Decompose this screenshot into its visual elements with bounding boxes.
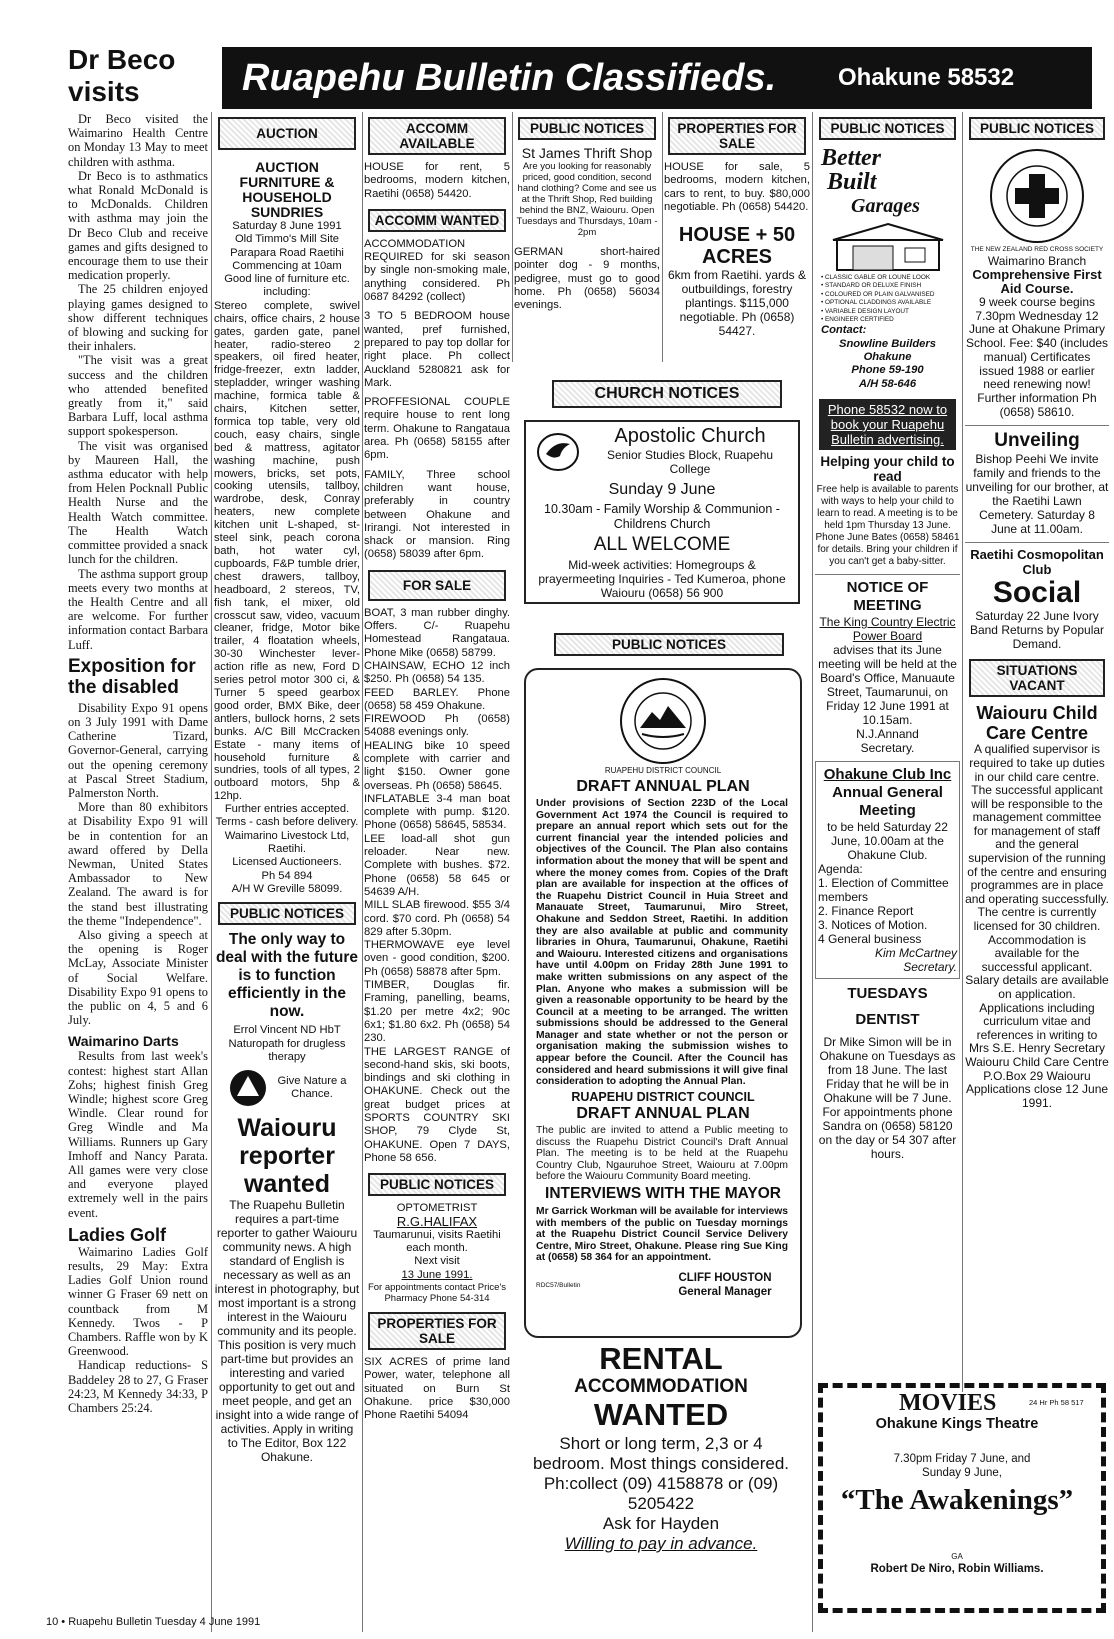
rental-title: RENTAL [599,1341,723,1376]
movies-phone: 24 Hr Ph 58 517 [1029,1398,1084,1407]
movie-cast: Robert De Niro, Robin Williams. [870,1563,1044,1575]
church-ad [524,420,800,604]
red-cross-branch: Waimarino Branch [987,254,1087,268]
accomm-wanted-ad: 3 TO 5 BEDROOM house wanted, pref furnished, prepared to pay top dollar for right place. Ph collect Auckland 5280821 ask for Mark. [364,310,510,389]
beco-headline: Dr Beco visits [68,44,176,107]
nature-logo-icon [228,1068,268,1108]
better-built-line: Better [821,145,881,171]
meeting-signatory: N.J.Annand [856,726,919,741]
thrift-shop-title: St James Thrift Shop [521,145,653,161]
give-nature-slogan: Give Nature a Chance. [277,1074,347,1101]
club-signatory-title: Secretary. [903,959,957,974]
darts-headline: Waimarino Darts [68,1033,179,1050]
for-sale-ad: INFLATABLE 3-4 man boat complete with pump. $120. Phone (0658) 58645, 58534. [364,792,510,832]
first-aid-title: Comprehensive First Aid Course. [972,267,1102,296]
dentist-body: Dr Mike Simon will be in Ohakune on Tuesdays as from 18 June. The last Friday that he will be in Ohakune will be 7 June. For appointments phone Sandra on (0658) 58120 on the day or 54 307 after hours. [818,1034,957,1161]
for-sale-ad: BOAT, 3 man rubber dinghy. Offers. C/- Ruapehu Homestead Rangataua. Phone Mike (0658) 58799. [364,606,510,659]
expo-headline: Exposition for the disabled [68,655,196,698]
public-notices-header: PUBLIC NOTICES [368,1173,506,1196]
for-sale-ad: MILL SLAB firewood. $55 3/4 cord. $70 cord. Ph (0658) 54 829 after 5.30pm. [364,899,510,938]
club-agm: Annual General Meeting [832,783,943,819]
column-rule [362,112,363,1632]
news-column [68,44,208,1614]
expo-paragraph: More than 80 exhibitors at Disability Expo 91 will be in contention for an award offered by Della Newman, United States Ambassador to New Zealand. The award is for the stand best illustrating the theme "Independence". [68,800,208,928]
property-ad: SIX ACRES of prime land Power, water, telephone all situated on Burn St Ohakune. price $30,000 Phone Raetihi 54094 [364,1355,510,1422]
dentist-day: TUESDAYS [847,984,928,1002]
auction-after-hours: A/H W Greville 58099. [231,882,343,895]
beco-paragraph: Dr Beco is to asthmatics what Ronald McDonald is to McDonalds. Children with asthma may join the Dr Beco Club and receive games and gifts designed to encourage them to use their medication properly. [68,168,208,283]
club-title: Ohakune Club Inc [823,765,952,783]
agenda-item: 4 General business [818,931,922,946]
auction-firm: Waimarino Livestock Ltd, Raetihi. [224,829,350,856]
feature-item: • COLOURED OR PLAIN GALVANISED [821,290,935,298]
better-built-title [821,146,954,218]
accomm-available-header: ACCOMM AVAILABLE [368,117,506,155]
naturopath-desc: Naturopath for drugless therapy [228,1037,346,1063]
expo-paragraph: Also giving a speech at the opening is Roger McLay, Associate Minister of Social Welfare. Disability Expo 91 opens to the public on 4, 5 and 6 July. [68,927,208,1028]
meeting-notice-body: advises that its June meeting will be held at the Board's Office, Manuaute Street, Taumarunui, on Friday 12 June 1991 at 10.15am. [818,642,957,727]
rental-wanted: WANTED [593,1397,729,1432]
for-sale-ad: THE LARGEST RANGE of second-hand skis, ski boots, bindings and ski clothing in OHAKUNE. Check out the great budget prices at SPORTS COUNTRY SKI SHOP, 79 Clyde St, OHAKUNE. Open 7 DAYS, Phone 58 656. [364,1045,510,1164]
auction-section-header: AUCTION [218,117,356,150]
house-ad: HOUSE for sale, 5 bedrooms, modern kitchen, cars to rent, to buy. $80,000 negotiable. Ph (0658) 54420. [664,161,810,213]
church-service: 10.30am - Family Worship & Communion - Childrens Church [544,502,780,531]
page-footer: 10 • Ruapehu Bulletin Tuesday 4 June 1991 [46,1616,261,1628]
reporter-body: The Ruapehu Bulletin requires a part-time reporter to gather Waiouru community news. A high standard of English is necessary as well as an interest in photography, but most important is a strong interest in the Waiouru community and its people. This position is very much part-time but provides an interesting and varied opportunity to get out and meet people, and get an insight into a wide range of activities. Apply in writing to The Editor, Box 122 Ohakune. [214,1198,360,1465]
meeting-notice-title: NOTICE OF MEETING [846,578,929,614]
garage-after-hours: A/H 58-646 [858,377,917,390]
auction-date: Saturday 8 June 1991 [232,220,342,232]
agenda-item: 1. Election of Committee members [818,875,949,904]
for-sale-ad: FEED BARLEY. Phone (0658) 58 459 Ohakune. [364,686,510,712]
for-sale-ad: THERMOWAVE eye level oven - good condition, $200. Ph (0658) 58878 after 5pm. [364,939,510,978]
church-welcome: ALL WELCOME [593,534,731,555]
masthead-title: Ruapehu Bulletin Classifieds. [242,57,777,99]
garage-features [821,274,954,324]
club-agenda [818,876,957,946]
agenda-item: 3. Notices of Motion. [818,917,928,932]
auction-list: Stereo complete, swivel chairs, office chairs, 2 house gates, garden gate, panel heater, radio-stereo 2 speakers, oil fired heater, fridge-freezer, extn ladder, stepladder, wringer washing machine, formica table & chairs, Kitchen setter, formica top table, very old couch, easy chairs, single bed & mattress, agitator washing machine, push mowers, bricks, set pots, cooking utensils, tallboy, wardrobe, desk, Conray heaters, new complete kitchen unit L-shaped, st-steel sink, peach corona bath, hot water cyl, cupboards, F&P tumble drier, chest drawers, tallboy, headboard, 2 stereos, TV, fish tank, el mixer, old crosscut saw, video, vacuum cleaner, fridge, Motor bike trailer, 4 floatation wheels, 30-30 Winchester lever-action rifle as new, Ford D series petrol motor 300 ci, & Turner 5 speed gearbox good order, BMX Bike, deer antlers, bullock horns, 2 sets bunks. A/C Bill McCracken Estate - many items of household furniture & sundries, tools of all types, 2 outboard motors, 5hp & 12hp. [214,299,360,803]
mayor-interviews-body: Mr Garrick Workman will be available for interviews with members of the public on Tuesday mornings at the Ruapehu District Council Service Delivery Centre, Miro Street, Ohakune. Please ring Sue King at (0658) 58 364 for an appointment. [536,1206,788,1264]
council-seal-text: RUAPEHU DISTRICT COUNCIL [604,766,722,775]
situations-vacant-header: SITUATIONS VACANT [969,659,1105,697]
garage-phone: Phone 59-190 [851,364,924,377]
garage-contact-label: Contact: [821,324,867,337]
classified-column-3 [364,115,510,1615]
movie-title: “The Awakenings” [840,1484,1074,1516]
better-built-line: Garages [851,195,920,217]
movie-rating: GA [951,1552,963,1561]
properties-for-sale-header: PROPERTIES FOR SALE [368,1312,506,1350]
column-rule [662,112,663,362]
rental-ask: Ask for Hayden [602,1514,720,1533]
optometrist-next: Next visit [414,1255,460,1268]
movies-ad [818,1383,1106,1613]
signatory-title: General Manager [678,1286,772,1298]
naturopath-quote: The only way to deal with the future is to function efficiently in the now. [215,931,359,1021]
social-body: Saturday 22 June Ivory Band Returns by Popular Demand. [969,609,1105,652]
draft-plan-body: Under provisions of Section 223D of the Local Government Act 1974 the Council is required to prepare an annual report which sets out for the current financial year the intended policies and objectives of the Council. The Plan also contains information about the money that will be spent and where the money comes from. Copies of the Draft plan are available for inspection at the offices of the Ruapehu District Council in Huia Street and Manauate Street, Taumarunui, Miro Street, Ohakune and Seddon Street, Raetihi. In addition they are also available at public and community libraries in Ohura, Taumarunui, Ohakune, Raetihi and Waiouru. Interested citizens and organisations have until 4.00pm on Friday 28th June 1991 to make written submissions on any aspect of the Plan. Anyone who makes a submission will be given a reasonable opportunity to be heard by the Council at a meeting to be arranged. The written submissions should be addressed to the General Manager and state whether or not the person or organisation making the submission wishes to appear before the Council. After the Council has considered and heard submissions it will give final consideration to adopting the Annual Plan. [536,798,788,1088]
optometrist-contact: For appointments contact Price's Pharmacy Phone 54-314 [367,1281,507,1304]
dentist-title: DENTIST [855,1010,920,1028]
for-sale-header: FOR SALE [368,570,506,601]
auction-licensed: Licensed Auctioneers. [232,856,342,869]
power-board-name: The King Country Electric Power Board [819,614,956,643]
public-notices-header: PUBLIC NOTICES [819,117,956,140]
public-notices-header: PUBLIC NOTICES [554,633,784,656]
reading-help-body: Free help is available to parents with ways to help your child to learn to read. A meeting is to be held 1pm Thursday 13 June. Phone June Bates (0658) 58461 for details. Bring your children if you can't get a baby-sitter. [815,483,960,567]
garage-icon [823,220,953,272]
beco-paragraph: The visit was organised by Maureen Hall, the asthma educator with help from Helen Pocknall Public Health Nurse and the Health Watch committee. The Health Watch committee provided a snack lunch for the children. [68,438,208,567]
for-sale-ad: CHAINSAW, ECHO 12 inch $250. Ph (0658) 54 135. [364,659,510,686]
reporter-title: Waiouru reporter wanted [237,1114,337,1199]
auction-phone: Ph 54 894 [261,869,313,882]
rental-body: Short or long term, 2,3 or 4 bedroom. Most things considered. Ph:collect (09) 4158878 or (09) 5205422 [532,1434,790,1513]
club-agenda-label: Agenda: [818,861,863,876]
for-sale-ad: TIMBER, Douglas fir. Framing, panelling, beams, $1.20 per metre 4x2; 90c 6x1; $1.80 6x2. Ph (0658) 54 230. [364,979,510,1045]
feature-item: • STANDARD OR DELUXE FINISH [821,282,922,290]
agenda-item: 2. Finance Report [818,903,914,918]
feature-item: • VARIABLE DESIGN LAYOUT [821,307,909,315]
better-built-line: Built [827,169,877,195]
signatory-name: CLIFF HOUSTON [678,1272,772,1284]
mayor-interviews-title: INTERVIEWS WITH THE MAYOR [545,1185,781,1202]
church-place: Senior Studies Block, Ruapehu College [606,448,774,476]
meeting-signatory-title: Secretary. [860,740,915,755]
darts-paragraph: Results from last week's contest: highest start Allan Zohs; highest finish Greg Windle; highest score Greg Windle. Clear round for Greg Windle and Ma Williams. Runners up Gary Imhoff and Nancy Parata. All games were very close and everyone played extremely well in the pairs event. [68,1049,208,1220]
for-sale-ad: FIREWOOD Ph (0658) 54088 evenings only. [364,713,510,739]
acres-title: HOUSE + 50 ACRES [678,224,796,269]
masthead-phone: Ohakune 58532 [838,64,1015,91]
red-cross-text: THE NEW ZEALAND RED CROSS SOCIETY [970,246,1104,253]
optometrist-date: 13 June 1991. [401,1268,473,1281]
classified-column-7 [965,115,1109,1390]
auction-place: Old Timmo's Mill Site Parapara Road Raetihi [230,233,344,259]
church-day: Sunday 9 June [608,481,716,498]
church-notices-header: CHURCH NOTICES [552,380,782,408]
advertising-promo: Phone 58532 now to book your Ruapehu Bulletin advertising. [819,399,956,450]
classified-column-6 [815,115,960,1385]
thrift-shop-body: Are you looking for reasonably priced, good condition, second hand clothing? Come and see us at the Thrift Shop, Red building behind the BNZ, Waiouru. Open Tuesdays and Thursdays, 10am - 2pm [516,161,658,238]
auction-intro: Good line of furniture etc. including: [224,273,350,299]
council-notice [524,668,802,1338]
rental-subtitle: ACCOMMODATION [574,1376,748,1397]
classified-column-5 [664,115,810,365]
cosmopolitan-club: Raetihi Cosmopolitan Club [970,547,1104,578]
column-rule [962,112,963,1392]
rental-pay: Willing to pay in advance. [564,1534,758,1553]
draft-plan-title-2: DRAFT ANNUAL PLAN [576,1105,750,1122]
unveiling-title: Unveiling [994,430,1080,452]
accomm-wanted-header: ACCOMM WANTED [368,209,506,232]
beco-paragraph: Dr Beco visited the Waimarino Health Centre on Monday 13 May to meet children with asthma. [68,112,208,169]
properties-for-sale-header: PROPERTIES FOR SALE [668,117,806,155]
optometrist-name: R.G.HALIFAX [396,1214,478,1230]
naturopath-name: Errol Vincent ND HbT [233,1024,341,1037]
dove-icon [534,430,582,474]
reading-help-title: Helping your child to read [820,453,955,484]
optometrist-label: OPTOMETRIST [396,1202,478,1215]
movie-times: 7.30pm Friday 7 June, and Sunday 9 June, [893,1453,1031,1479]
column-rule [812,112,813,1632]
beco-paragraph: "The visit was a great success and the children who attended benefited greatly from it," said Barbara Luff, local asthma support spokesperson. [68,353,208,439]
council-name: RUAPEHU DISTRICT COUNCIL [571,1090,755,1104]
for-sale-ad: LEE load-all shot gun reloader. Near new. Complete with bushes. $72. Phone (0658) 58 645 or 54639 A/H. [364,832,510,898]
beco-paragraph: The asthma support group meets every two months at the Health Centre and all are welcome. For further information contact Barbara Luff. [68,566,208,652]
auction-title: AUCTION FURNITURE & HOUSEHOLD SUNDRIES [239,159,335,220]
column-rule [512,112,513,362]
child-care-title: Waiouru Child Care Centre [976,703,1098,744]
accomm-wanted-ad: ACCOMMODATION REQUIRED for ski season by single non-smoking male, anything considered. Ph 0687 84292 (collect) [364,237,510,304]
council-seal-icon [618,676,708,766]
public-notices-header: PUBLIC NOTICES [518,117,656,140]
first-aid-body: 9 week course begins 7.30pm Wednesday 12 June at Ohakune Primary School. Fee: $40 (includes manual) Certificates issued 1988 or earlier need renewing now! Further information Ph (0658) 58610. [965,295,1109,419]
accomm-available-ad: HOUSE for rent, 5 bedrooms, modern kitchen, Raetihi (0658) 54420. [364,161,510,200]
public-notices-header: PUBLIC NOTICES [218,902,356,925]
public-meeting-body: The public are invited to attend a Public meeting to discuss the Ruapehu District Council's Draft Annual Plan. The meeting is to be held at the Ruapehu Country Club, Ngauruhoe Street, Waiouru at 7.00pm before the Waiouru Community Board meeting. [536,1125,788,1183]
church-midweek: Mid-week activities: Homegroups & prayermeeting Inquiries - Ted Kumeroa, phone Waiouru (0658) 56 900 [538,558,786,600]
child-care-body: A qualified supervisor is required to take up duties in our child care centre. The successful applicant will be responsible to the management committee for management of staff and the general supervision of the running of the centre and ensuring programmes are in place and operating successfully. The centre is currently licensed for 30 children. Accommodation is available for the successful applicant. Salary details are available on application. Applications including curriculum vitae and references in writing to Mrs S.E. Henry Secretary Waiouru Child Care Centre P.O.Box 29 Waiouru Applications close 12 June 1991. [965,742,1109,1110]
golf-headline: Ladies Golf [68,1224,167,1245]
dog-ad: GERMAN short-haired pointer dog - 9 months, pedigree, must go to good home. Ph (0658) 56034 evenings. [514,246,660,312]
beco-paragraph: The 25 children enjoyed playing games designed to show different techniques of blowing and sucking for their inhalers. [68,282,208,354]
auction-time: Commencing at 10am [232,259,342,272]
expo-paragraph: Disability Expo 91 opens on 3 July 1991 with Dame Catherine Tizard, Governor-General, carrying out the opening ceremony at Pascal Street Stadium, Palmerston North. [68,700,208,800]
column-rule [211,112,212,1632]
acres-body: 6km from Raetihi. yards & outbuildings, forestry plantings. $115,000 negotiable. Ph (0658) 54427. [667,268,807,339]
church-title: Apostolic Church [614,425,766,447]
unveiling-body: Bishop Peehi We invite family and friends to the unveiling for our brother, at the Raetihi Lawn Cemetery. Saturday 8 June at 11.00am. [965,452,1109,537]
auction-terms: Terms - cash before delivery. [215,816,359,829]
feature-item: • CLASSIC GABLE OR LOUNE LOOK [821,274,931,281]
red-cross-emblem-icon [987,146,1087,246]
golf-paragraph: Handicap reductions- S Baddeley 28 to 27, G Fraser 24:23, M Kennedy 34:33, P Chambers 25:24. [68,1358,208,1416]
auction-further: Further entries accepted. [224,803,350,816]
movies-title: MOVIES [899,1390,997,1416]
social-title: Social [992,576,1082,610]
accomm-wanted-ad: FAMILY, Three school children want house, preferably in country between Ohakune and Irirangi. Not interested in shack or mansion. Ring (0658) 58039 after 6pm. [364,468,510,561]
accomm-wanted-ad: PROFFESIONAL COUPLE require house to rent long term. Ohakune to Rangataua area. Ph (0658) 58155 after 6pm. [364,396,510,462]
classified-column-4 [514,115,660,365]
rental-wanted-ad [524,1342,798,1607]
classified-column-2 [214,115,360,1615]
feature-item: • ENGINEER CERTIFIED [821,316,894,324]
draft-plan-title: DRAFT ANNUAL PLAN [576,778,750,795]
golf-paragraph: Waimarino Ladies Golf results, 29 May: Extra Ladies Golf Union round winner G Fraser 69 nett on countback from M Kennedy. Twos - P Chambers. Raffle won by K Greenwood. [68,1244,208,1359]
garage-firm: Snowline Builders Ohakune [839,337,936,364]
feature-item: • OPTIONAL CLADDINGS AVAILABLE [821,299,932,307]
notice-code: RDC57/Bulletin [536,1282,581,1289]
for-sale-ad: HEALING bike 10 speed complete with carrier and light $150. Owner gone overseas. Ph (0658) 58645. [364,739,510,792]
theatre-name: Ohakune Kings Theatre [875,1416,1039,1432]
public-notices-header: PUBLIC NOTICES [969,117,1105,140]
club-signatory: Kim McCartney [874,945,957,960]
optometrist-visits: Taumarunui, visits Raetihi each month. [373,1228,501,1255]
club-body: to be held Saturday 22 June, 10.00am at the Ohakune Club. [827,819,948,862]
